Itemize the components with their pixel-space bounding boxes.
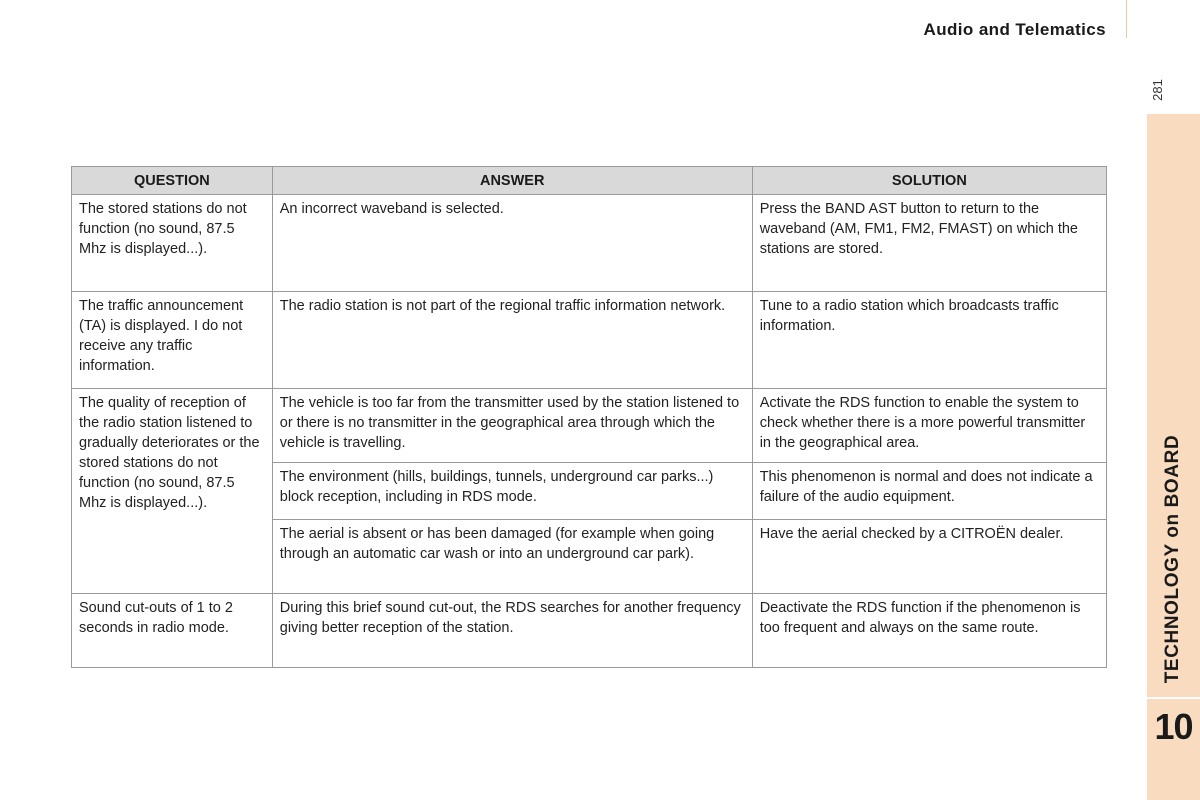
chapter-side-tab	[1147, 114, 1200, 800]
solution-cell: Have the aerial checked by a CITROËN dealer.	[752, 520, 1106, 594]
solution-cell: Tune to a radio station which broadcasts traffic information.	[752, 292, 1106, 389]
table-row	[72, 195, 1107, 292]
solution-cell: This phenomenon is normal and does not indicate a failure of the audio equipment.	[752, 463, 1106, 520]
answer-cell: The vehicle is too far from the transmitter used by the station listened to or there is no transmitter in the geographical area through which the vehicle is travelling.	[272, 389, 752, 463]
question-cell: The quality of reception of the radio station listened to gradually deteriorates or the stored stations do not function (no sound, 87.5 Mhz is displayed...).	[72, 389, 273, 594]
answer-cell: An incorrect waveband is selected.	[272, 195, 752, 292]
answer-cell: The aerial is absent or has been damaged (for example when going through an automatic car wash or into an underground car park).	[272, 520, 752, 594]
question-cell: Sound cut-outs of 1 to 2 seconds in radio mode.	[72, 594, 273, 668]
table-row	[72, 292, 1107, 389]
header-divider	[1126, 0, 1127, 38]
question-cell: The traffic announcement (TA) is displayed. I do not receive any traffic information.	[72, 292, 273, 389]
answer-cell: The radio station is not part of the regional traffic information network.	[272, 292, 752, 389]
header-question: QUESTION	[72, 167, 273, 195]
page-number: 281	[1149, 79, 1165, 101]
header-solution: SOLUTION	[752, 167, 1106, 195]
question-cell: The stored stations do not function (no sound, 87.5 Mhz is displayed...).	[72, 195, 273, 292]
table-row	[72, 389, 1107, 463]
header-answer: ANSWER	[272, 167, 752, 195]
table-header-row	[72, 167, 1107, 195]
side-tab-divider	[1147, 697, 1200, 699]
table-row	[72, 594, 1107, 668]
solution-cell: Deactivate the RDS function if the phenomenon is too frequent and always on the same route.	[752, 594, 1106, 668]
page-section-title: Audio and Telematics	[923, 20, 1106, 39]
solution-cell: Press the BAND AST button to return to the waveband (AM, FM1, FM2, FMAST) on which the stations are stored.	[752, 195, 1106, 292]
answer-cell: The environment (hills, buildings, tunnels, underground car parks...) block reception, including in RDS mode.	[272, 463, 752, 520]
chapter-number: 10	[1154, 706, 1193, 747]
chapter-title: TECHNOLOGY on BOARD	[1162, 434, 1183, 684]
troubleshooting-table	[71, 166, 1107, 668]
answer-cell: During this brief sound cut-out, the RDS searches for another frequency giving better reception of the station.	[272, 594, 752, 668]
solution-cell: Activate the RDS function to enable the system to check whether there is a more powerful transmitter in the geographical area.	[752, 389, 1106, 463]
